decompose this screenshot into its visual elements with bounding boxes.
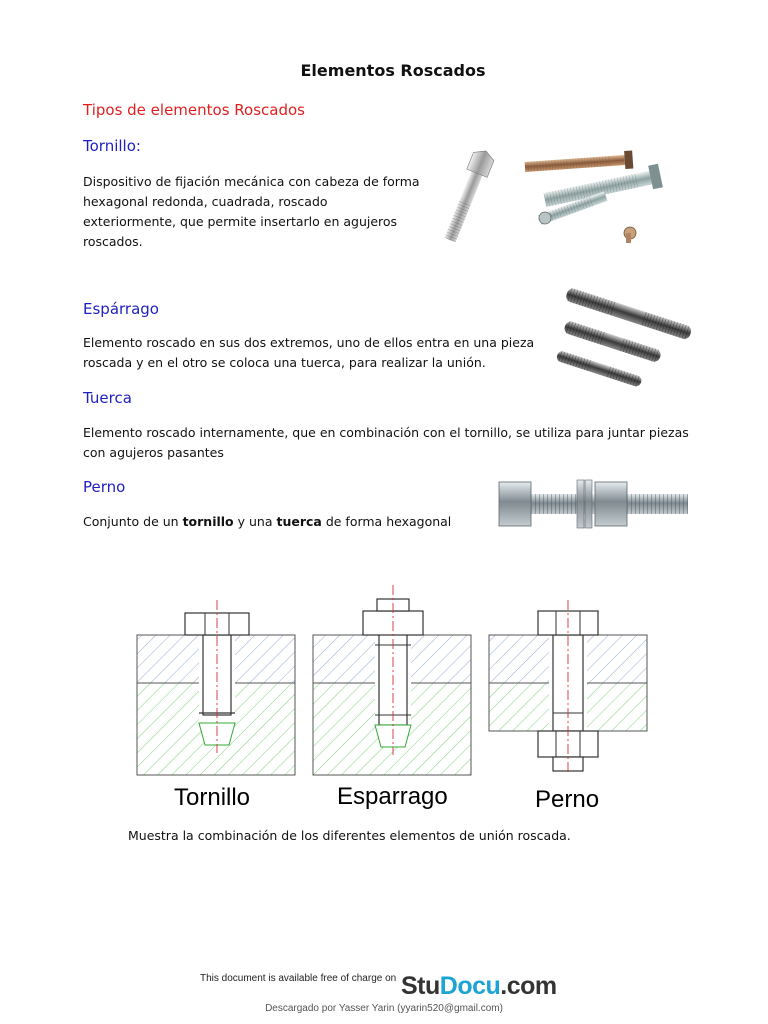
figure-caption: Muestra la combinación de los diferentes elementos de unión roscada.: [128, 828, 571, 843]
figure-label-esparrago: Esparrago: [337, 783, 448, 810]
bold-term-tornillo: tornillo: [182, 514, 234, 529]
footer-available-text: This document is available free of charge on: [200, 973, 397, 984]
heading-tornillo: Tornillo:: [83, 137, 141, 155]
subtitle: Tipos de elementos Roscados: [83, 101, 305, 119]
page-title: Elementos Roscados: [300, 61, 486, 80]
paragraph-line: con agujeros pasantes: [83, 445, 224, 460]
perno-photo: [495, 472, 695, 537]
studocu-logo[interactable]: [401, 972, 557, 1001]
paragraph-tornillo: [83, 172, 420, 252]
heading-tuerca: Tuerca: [83, 389, 132, 407]
paragraph-tuerca: [83, 423, 689, 463]
paragraph-line: exteriormente, que permite insertarlo en agujeros: [83, 214, 398, 229]
paragraph-esparrago: [83, 333, 534, 373]
heading-perno: Perno: [83, 478, 126, 496]
brand-com: .com: [500, 972, 557, 1000]
paragraph-line: Elemento roscado en sus dos extremos, uno de ellos entra en una pieza: [83, 335, 535, 350]
tornillo-photo: [430, 145, 670, 250]
paragraph-text: y una: [233, 514, 277, 529]
bold-term-tuerca: tuerca: [276, 514, 322, 529]
figure-label-perno: Perno: [535, 786, 600, 813]
esparrago-photo: [555, 275, 700, 405]
diagram-perno: [489, 600, 647, 773]
footer-downloaded-by: Descargado por Yasser Yarin (yyarin520@gmail.com): [265, 1003, 503, 1014]
paragraph-text: Conjunto de un: [83, 514, 183, 529]
diagram-tornillo: [137, 600, 295, 775]
joint-diagram: [135, 585, 655, 810]
paragraph-text: de forma hexagonal: [321, 514, 452, 529]
paragraph-perno: [83, 512, 451, 532]
brand-stu: Stu: [401, 972, 440, 1000]
diagram-esparrago: [313, 585, 471, 775]
paragraph-line: Dispositivo de fijación mecánica con cabeza de forma: [83, 174, 420, 189]
paragraph-line: Elemento roscado internamente, que en combinación con el tornillo, se utiliza para juntar piezas: [83, 425, 689, 440]
brand-docu: Docu: [439, 972, 501, 1000]
paragraph-line: hexagonal redonda, cuadrada, roscado: [83, 194, 328, 209]
paragraph-line: roscados.: [83, 234, 143, 249]
figure-label-tornillo: Tornillo: [174, 784, 251, 811]
heading-esparrago: Espárrago: [83, 300, 159, 318]
paragraph-line: roscada y en el otro se coloca una tuerca, para realizar la unión.: [83, 355, 486, 370]
